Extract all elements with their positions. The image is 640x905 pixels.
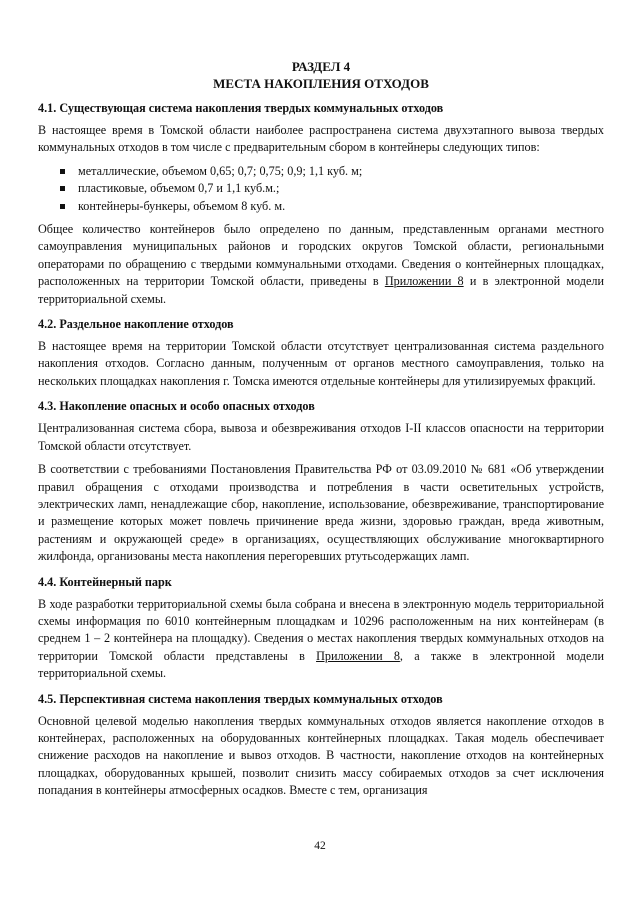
paragraph-4-2: В настоящее время на территории Томской области отсутствует централизованная система раздельного накопления отходов. Согласно данным, полученным от органов местного самоуправления, только на нескольких площадках накопления г. Томска имеются отдельные контейнеры для утилизируемых фракций.	[38, 339, 604, 388]
heading-4-4: 4.4. Контейнерный парк	[38, 574, 172, 589]
paragraph-4-4	[38, 596, 604, 683]
list-item: контейнеры-бункеры, объемом 8 куб. м.	[60, 198, 604, 215]
page-number: 42	[314, 840, 326, 852]
paragraph-4-1-intro: В настоящее время в Томской области наиболее распространена система двухэтапного вывоза твердых коммунальных отходов в том числе с предварительным сбором в контейнеры следующих типов:	[38, 123, 604, 155]
document-page	[38, 58, 604, 806]
text-span: , а также в электронной модели территориальной схемы.	[38, 648, 604, 681]
text-span: Общее количество контейнеров было определено по данным, представленным органами местного самоуправления муниципальных районов и городских округов Томской области, региональными операторами по обращению с твердыми коммунальными отходами. Сведения о контейнерных площадках, расположенных на территории Томской области, приведены в	[38, 222, 604, 289]
appendix-8-link[interactable]: Приложении 8	[316, 648, 400, 663]
heading-4-2: 4.2. Раздельное накопление отходов	[38, 317, 234, 332]
heading-4-1: 4.1. Существующая система накопления твердых коммунальных отходов	[38, 101, 444, 115]
container-type-list	[38, 163, 604, 215]
paragraph-4-5: Основной целевой моделью накопления твердых коммунальных отходов является накопление отходов в контейнерах, расположенных на оборудованных контейнерных площадках. Такая модель обеспечивает снижение расходов на накопление и вывоз отходов. В частности, накопление отходов на контейнерных площадках, оборудованных крышей, позволит снизить массу собираемых отходов за счет исключения попадания в контейнеры атмосферных осадков. Вместе с тем, организация	[38, 713, 604, 798]
text-span: и в электронной модели территориальной схемы.	[38, 274, 604, 306]
paragraph-4-3-1: Централизованная система сбора, вывоза и обезвреживания отходов I-II классов опасности на территории Томской области отсутствует.	[38, 421, 604, 453]
appendix-8-link[interactable]: Приложении 8	[384, 274, 464, 289]
paragraph-4-1-count	[38, 221, 604, 308]
text-span: В ходе разработки территориальной схемы была собрана и внесена в электронную модель территориальной схемы информация по 6010 контейнерным площадкам и 10296 расположенным на них контейнерам (в среднем 1 – 2 контейнера на площадку). Сведения о местах накопления твердых коммунальных отходов на территории Томской области представлены в	[38, 596, 604, 663]
heading-4-3: 4.3. Накопление опасных и особо опасных отходов	[38, 399, 315, 414]
section-number: РАЗДЕЛ 4	[291, 59, 351, 74]
list-item: пластиковые, объемом 0,7 и 1,1 куб.м.;	[60, 180, 604, 197]
heading-4-5: 4.5. Перспективная система накопления твердых коммунальных отходов	[38, 691, 443, 706]
section-title: МЕСТА НАКОПЛЕНИЯ ОТХОДОВ	[213, 76, 429, 91]
paragraph-4-3-2: В соответствии с требованиями Постановления Правительства РФ от 03.09.2010 № 681 «Об утверждении правил обращения с отходами производства и потребления в части осветительных устройств, электрических ламп, ненадлежащие сбор, накопление, использование, обезвреживание, транспортирование и размещение которых может повлечь причинение вреда жизни, здоровью граждан, вреда животным, растениям и окружающей среде» в организациях, осуществляющих обслуживание многоквартирного жилфонда, организованы места накопления перегоревших ртутьсодержащих ламп.	[38, 462, 604, 564]
list-item: металлические, объемом 0,65; 0,7; 0,75; 0,9; 1,1 куб. м;	[60, 163, 604, 180]
